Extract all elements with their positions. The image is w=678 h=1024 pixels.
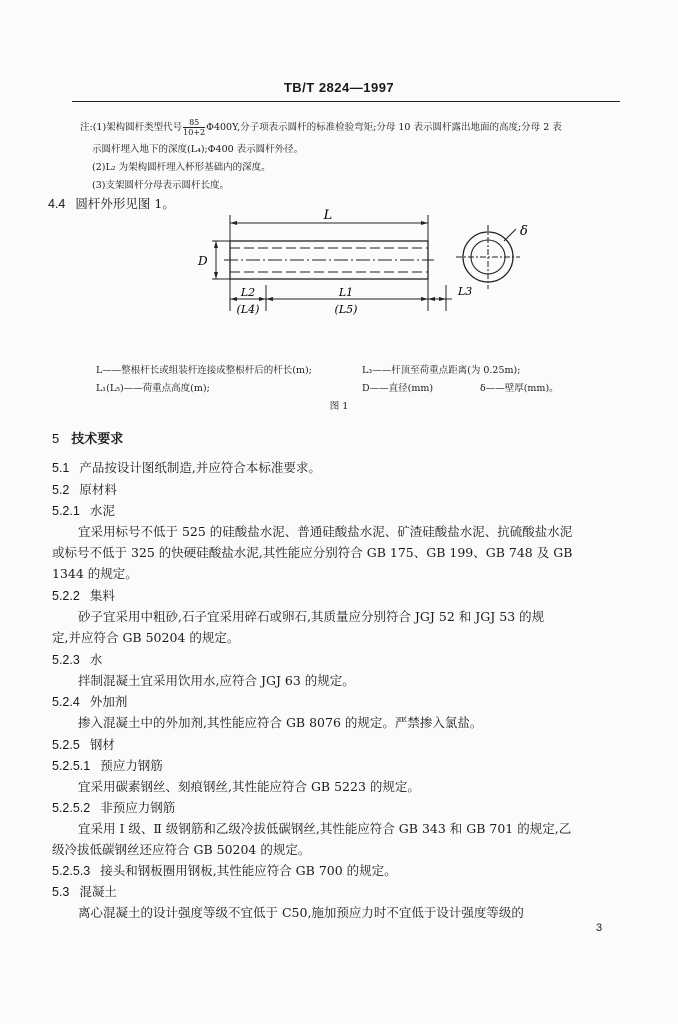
legend-l3: L₃——杆顶至荷重点距离(为 0.25m);	[362, 365, 521, 376]
section-number: 5.2.3	[52, 653, 80, 667]
section-number: 5	[52, 431, 60, 446]
section-4-4	[48, 194, 175, 212]
section-number: 5.1	[52, 461, 70, 475]
para-5-2-4: 掺入混凝土中的外加剂,其性能应符合 GB 8076 的规定。严禁掺入氯盐。	[78, 715, 483, 730]
para-5-2-5-1: 宜采用碳素钢丝、刻痕钢丝,其性能应符合 GB 5223 的规定。	[78, 779, 420, 794]
section-text: 接头和钢板圈用钢板,其性能应符合 GB 700 的规定。	[100, 863, 397, 878]
para-5-2-3: 拌制混凝土宜采用饮用水,应符合 JGJ 63 的规定。	[78, 673, 355, 688]
section-5-2-5-1	[52, 756, 163, 774]
section-5-1	[52, 458, 321, 476]
section-number: 5.2.1	[52, 504, 80, 518]
para-5-3: 离心混凝土的设计强度等级不宜低于 C50,施加预应力时不宜低于设计强度等级的	[78, 905, 524, 920]
page-header-title: TB/T 2824—1997	[283, 80, 395, 95]
para-5-2-2-line-2: 定,并应符合 GB 50204 的规定。	[52, 630, 240, 645]
figure-1-drawing	[190, 205, 540, 325]
section-text: 外加剂	[89, 694, 128, 709]
para-5-2-2-line-1: 砂子宜采用中粗砂,石子宜采用碎石或卵石,其质量应分别符合 JGJ 52 和 JGJ 53 的规	[78, 609, 545, 624]
label-l: L	[323, 208, 333, 223]
section-number: 5.2.5	[52, 738, 80, 752]
section-number: 5.2.4	[52, 695, 80, 709]
section-text: 混凝土	[79, 884, 117, 899]
label-delta: δ	[520, 224, 528, 239]
note-1-continued: 示圆杆埋入地下的深度(L₄);Φ400 表示圆杆外径。	[92, 144, 304, 155]
section-text: 预应力钢筋	[100, 758, 163, 773]
page-number: 3	[596, 922, 603, 934]
para-5-2-1-line-3: 1344 的规定。	[52, 566, 138, 581]
section-title: 技术要求	[71, 432, 124, 447]
section-number: 5.3	[52, 885, 70, 899]
section-number: 5.2.5.3	[52, 864, 91, 878]
section-text: 非预应力钢筋	[100, 800, 176, 815]
section-5-heading	[52, 428, 123, 447]
section-5-2	[52, 480, 117, 498]
section-5-2-5	[52, 735, 115, 753]
section-5-2-1	[52, 501, 115, 519]
label-l4: (L4)	[236, 303, 260, 316]
fraction-denominator: 10+2	[183, 128, 206, 137]
section-text: 水	[89, 652, 103, 667]
para-5-2-1-line-1: 宜采用标号不低于 525 的硅酸盐水泥、普通硅酸盐水泥、矿渣硅酸盐水泥、抗硫酸盐水泥	[78, 524, 573, 539]
section-5-2-5-2	[52, 798, 175, 816]
figure-caption: 图 1	[329, 401, 349, 412]
section-5-2-3	[52, 650, 102, 668]
section-number: 5.2	[52, 483, 70, 497]
note-1-text: Φ400Y,分子项表示圆杆的标准检验弯矩;分母 10 表示圆杆露出地面的高度;分母 2 表	[206, 122, 562, 133]
section-text: 水泥	[89, 503, 115, 518]
label-l5: (L5)	[334, 303, 358, 316]
section-text: 集料	[89, 588, 115, 603]
label-l1: L1	[338, 286, 354, 299]
section-number: 5.2.5.2	[52, 801, 91, 815]
section-5-2-2	[52, 586, 115, 604]
para-5-2-5-2-line-2: 级冷拔低碳钢丝还应符合 GB 50204 的规定。	[52, 842, 311, 857]
legend-l: L——整根杆长或组装杆连接成整根杆后的杆长(m);	[96, 365, 312, 376]
label-l2: L2	[240, 286, 256, 299]
para-5-2-5-2-line-1: 宜采用 Ⅰ 级、Ⅱ 级钢筋和乙级冷拔低碳钢丝,其性能应符合 GB 343 和 GB 701 的规定,乙	[78, 821, 572, 836]
note-3: (3)支架圆杆分母表示圆杆长度。	[92, 180, 229, 191]
para-5-2-1-line-2: 或标号不低于 325 的快硬硅酸盐水泥,其性能应分别符合 GB 175、GB 199、GB 748 及 GB	[52, 545, 573, 560]
section-text: 钢材	[89, 737, 115, 752]
note-1	[80, 118, 562, 137]
section-text: 原材料	[79, 482, 117, 497]
legend-d: D——直径(mm)	[362, 383, 434, 394]
legend-l1-l5: L₁(L₅)——荷重点高度(m);	[96, 383, 210, 394]
header-rule	[72, 101, 620, 102]
note-1-prefix: 注:(1)架构圆杆类型代号	[80, 122, 183, 133]
type-code-fraction	[183, 118, 205, 137]
section-number: 5.2.2	[52, 589, 80, 603]
legend-delta: δ——壁厚(mm)。	[480, 383, 559, 394]
section-5-3	[52, 882, 117, 900]
section-text: 产品按设计图纸制造,并应符合本标准要求。	[79, 460, 321, 475]
section-number: 5.2.5.1	[52, 759, 91, 773]
label-l3: L3	[458, 285, 473, 298]
note-2: (2)L₂ 为架构圆杆埋入杯形基础内的深度。	[92, 162, 271, 173]
section-number: 4.4	[48, 197, 66, 211]
delta-leader	[504, 229, 516, 241]
section-5-2-5-3	[52, 861, 397, 879]
label-d: D	[198, 254, 208, 268]
fraction-numerator: 85	[183, 118, 205, 128]
section-5-2-4	[52, 692, 127, 710]
section-text: 圆杆外形见图 1。	[75, 196, 175, 211]
